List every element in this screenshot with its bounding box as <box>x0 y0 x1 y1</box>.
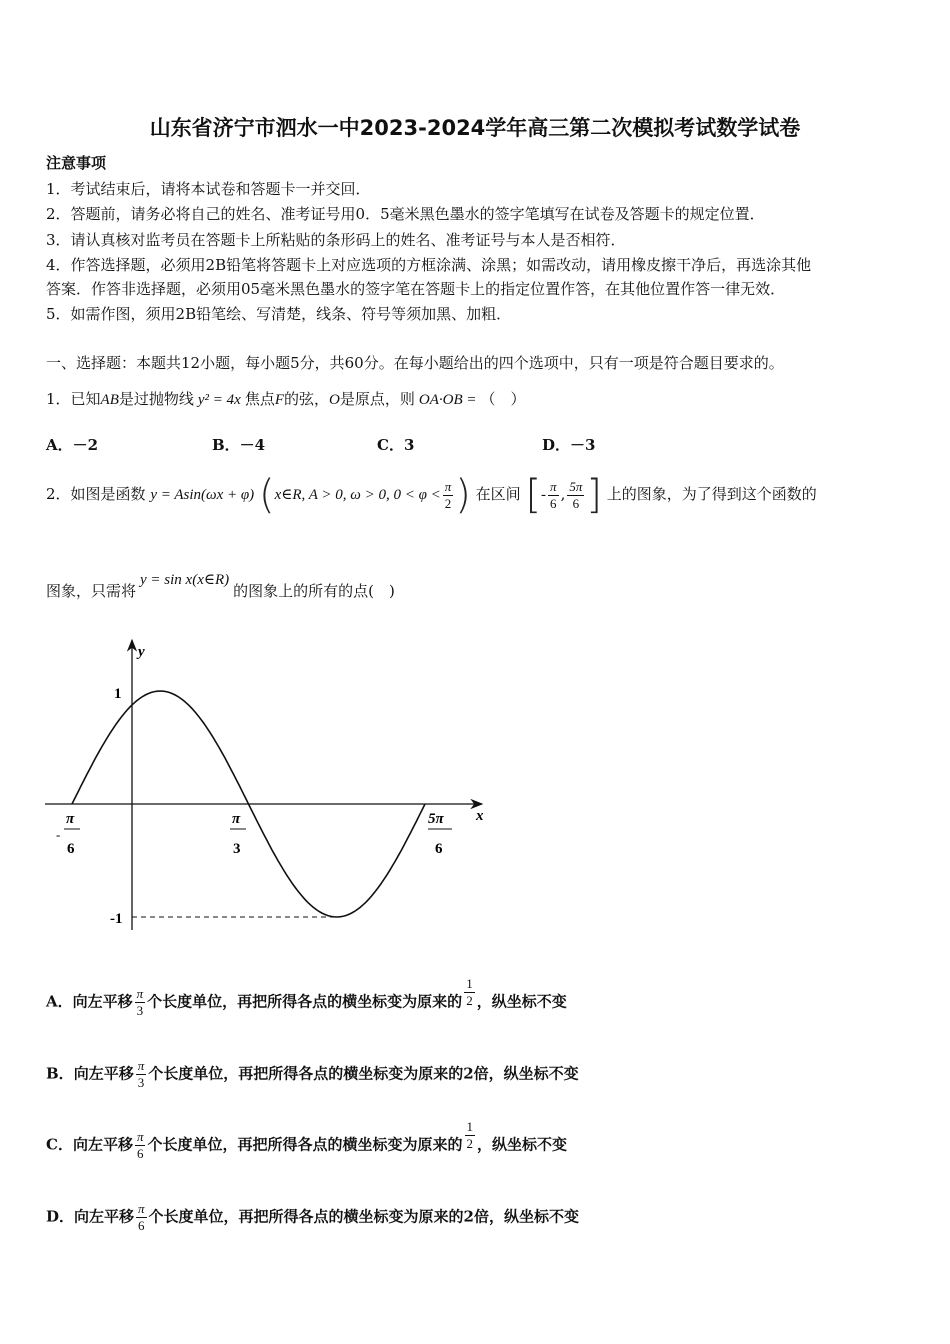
question-1 <box>46 388 526 409</box>
q2-line2-b: 的图象上的所有的点( ) <box>233 582 395 600</box>
q2-close-paren: ) <box>455 472 471 518</box>
q1-text-3: 的弦， <box>284 390 330 408</box>
y-axis-label: y <box>138 644 145 660</box>
notice-heading: 注意事项 <box>46 154 107 172</box>
y-tick-neg-1: -1 <box>110 911 123 927</box>
q2-option-b: B．向左平移 $\frac{\pi}{3}$ 个长度单位，再把所得各点的横坐标变为原来的2倍，纵坐标不变 <box>46 1058 579 1090</box>
q2-prefix: 2．如图是函数 <box>46 485 146 503</box>
option-a-shift: $\frac{\pi}{3}$ <box>136 986 144 1018</box>
notice-item-2: 2．答题前，请务必将自己的姓名、准考证号用0．5毫米黑色墨水的签字笔填写在试卷及答题卡的规定位置． <box>46 205 765 223</box>
y-tick-1: 1 <box>114 686 122 702</box>
q1-ab: AB <box>100 392 119 408</box>
q1-text-2: 焦点 <box>244 390 275 408</box>
q2-interval-b: $\frac{5\pi}{6}$ <box>569 478 583 511</box>
option-b-shift: $\frac{\pi}{3}$ <box>137 1058 145 1090</box>
q1-parabola: y² = 4x <box>197 392 241 408</box>
q2-interval-close: ] <box>586 472 602 518</box>
q1-text-1: 是过抛物线 <box>118 390 194 408</box>
q1-prefix: 1．已知 <box>46 390 101 408</box>
section-heading: 一、选择题：本题共12小题，每小题5分，共60分。在每小题给出的四个选项中，只有一项是符合题目要求的。 <box>46 354 784 372</box>
x-tick-mid-num: π <box>232 811 241 827</box>
q2-text-2: 上的图象，为了得到这个函数的 <box>606 485 817 503</box>
x-tick-left-num: π <box>66 811 75 827</box>
q2-option-a: A．向左平移 $\frac{\pi}{3}$ 个长度单位，再把所得各点的横坐标变为原来的 $\frac{1}{2}$ ，纵坐标不变 <box>46 976 567 1018</box>
q2-cond-fraction: $\frac{\pi}{2}$ <box>444 478 452 511</box>
q1-dot-product: OA·OB = <box>418 392 477 408</box>
q1-text-4: 是原点，则 <box>339 390 415 408</box>
notice-item-1: 1．考试结束后，请将本试卷和答题卡一并交回． <box>46 180 371 198</box>
x-tick-left-sign: - <box>56 827 61 842</box>
x-tick-left-den: 6 <box>67 841 75 857</box>
option-a-scale: $\frac{1}{2}$ <box>466 976 473 1008</box>
q2-option-c: C．向左平移 $\frac{\pi}{6}$ 个长度单位，再把所得各点的横坐标变为原来的 $\frac{1}{2}$ ，纵坐标不变 <box>46 1119 568 1161</box>
exam-title: 山东省济宁市泗水一中2023-2024学年高三第二次模拟考试数学试卷 <box>149 116 801 140</box>
q2-sin-function: y = sin x(x∈R) <box>140 572 230 588</box>
notice-item-4: 4．作答选择题，必须用2B铅笔将答题卡上对应选项的方框涂满、涂黑；如需改动，请用橡皮擦干净后，再选涂其他 <box>46 256 812 274</box>
q2-interval-open: [ <box>525 472 542 518</box>
sine-graph <box>40 630 500 940</box>
option-c-shift: $\frac{\pi}{6}$ <box>136 1129 144 1161</box>
q1-option-d: D．－3 <box>542 436 596 454</box>
q2-line2-a: 图象，只需将 <box>46 582 137 600</box>
question-2: 2．如图是函数 y = Asin(ωx + φ) (x∈R, A > 0, ω > 0, 0 < φ < $\frac{\pi}{2}$ ) 在区间 [- $\frac{\pi}{6}$ , $\frac{5\pi}{6}$ ] 上的图象，为了得到这个函数的 <box>46 472 817 518</box>
q1-option-b: B．－4 <box>212 436 266 454</box>
question-2-line-2 <box>46 572 395 601</box>
notice-item-5: 5．如需作图，须用2B铅笔绘、写清楚，线条、符号等须加黑、加粗． <box>46 305 512 323</box>
x-axis-label: x <box>476 808 484 824</box>
option-c-scale: $\frac{1}{2}$ <box>466 1119 473 1151</box>
notice-item-3: 3．请认真核对监考员在答题卡上所粘贴的条形码上的姓名、准考证号与本人是否相符． <box>46 231 626 249</box>
x-tick-mid-den: 3 <box>233 841 241 857</box>
x-tick-right-num: 5π <box>428 811 444 827</box>
q1-f: F <box>274 392 285 408</box>
q1-o: O <box>329 392 340 408</box>
q2-conditions: x∈R, A > 0, ω > 0, 0 < φ < <box>274 487 441 503</box>
q2-interval-a: $\frac{\pi}{6}$ <box>550 478 557 511</box>
q1-option-a: A．－2 <box>46 436 99 454</box>
q2-text-1: 在区间 <box>475 485 521 503</box>
notice-item-4-cont: 答案．作答非选择题，必须用05毫米黑色墨水的签字笔在答题卡上的指定位置作答，在其他位置作答一律无效． <box>46 280 786 298</box>
q2-option-d: D．向左平移 $\frac{\pi}{6}$ 个长度单位，再把所得各点的横坐标变为原来的2倍，纵坐标不变 <box>46 1201 579 1233</box>
option-d-shift: $\frac{\pi}{6}$ <box>138 1201 145 1233</box>
q2-interval-minus: - <box>541 487 547 503</box>
q2-open-paren: ( <box>258 472 275 518</box>
q1-blank: （ ） <box>480 390 526 408</box>
q1-option-c: C．3 <box>377 436 415 454</box>
q2-function: y = Asin(ωx + φ) <box>150 487 255 503</box>
x-tick-right-den: 6 <box>435 841 443 857</box>
